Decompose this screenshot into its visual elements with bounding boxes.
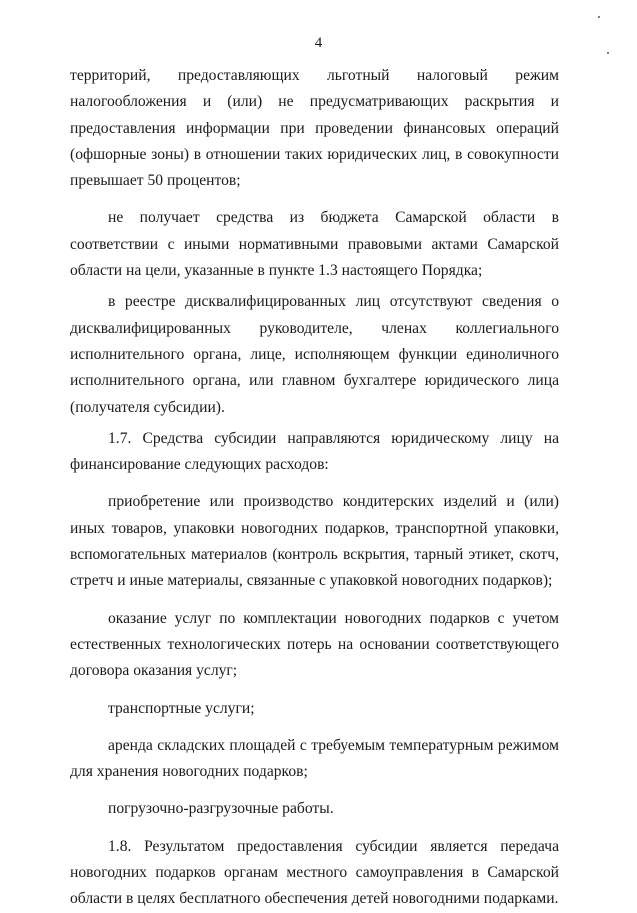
paragraph-1-8-result: 1.8. Результатом предоставления субсидии является передача новогодних подарков органам местного самоуправления в Самарской области в целях бесплатного обеспечения детей новогодними подарками. — [70, 837, 559, 908]
paragraph-no-other-funds: не получает средства из бюджета Самарской области в соответствии с иными нормативными правовыми актами Самарской области на цели, указанные в пункте 1.3 настоящего Порядка; — [70, 209, 559, 280]
paragraph-assembly-services: оказание услуг по комплектации новогодних подарков с учетом естественных технологических потерь на основании соответствующего договора оказания услуг; — [70, 609, 559, 680]
scan-speck — [598, 16, 600, 18]
page-number: 4 — [314, 35, 323, 51]
paragraph-warehouse-rent: аренда складских площадей с требуемым температурным режимом для хранения новогодних подарков; — [70, 736, 559, 781]
paragraph-loading-works: погрузочно-разгрузочные работы. — [108, 800, 334, 818]
scan-speck — [607, 52, 609, 54]
paragraph-offshore-share: территорий, предоставляющих льготный налоговый режим налогообложения и (или) не предусматривающих раскрытия и предоставления информации при проведении финансовых операций (офшорные зоны) в отношении таких юридических лиц, в совокупности превышает 50 процентов; — [70, 67, 559, 190]
paragraph-1-7-purposes: 1.7. Средства субсидии направляются юридическому лицу на финансирование следующих расходов: — [70, 429, 559, 474]
document-body — [70, 63, 559, 913]
paragraph-disqualified-registry: в реестре дисквалифицированных лиц отсутствуют сведения о дисквалифицированных руководителе, членах коллегиального исполнительного органа, лице, исполняющем функции единоличного исполнительного органа, или главном бухгалтере юридического лица (получателя субсидии). — [70, 293, 559, 416]
paragraph-transport-services: транспортные услуги; — [108, 699, 255, 717]
paragraph-purchase-goods: приобретение или производство кондитерских изделий и (или) иных товаров, упаковки новогодних подарков, транспортной упаковки, вспомогательных материалов (контроль вскрытия, тарный этикет, скотч, стретч и иные материалы, связанные с упаковкой новогодних подарков); — [70, 493, 559, 590]
